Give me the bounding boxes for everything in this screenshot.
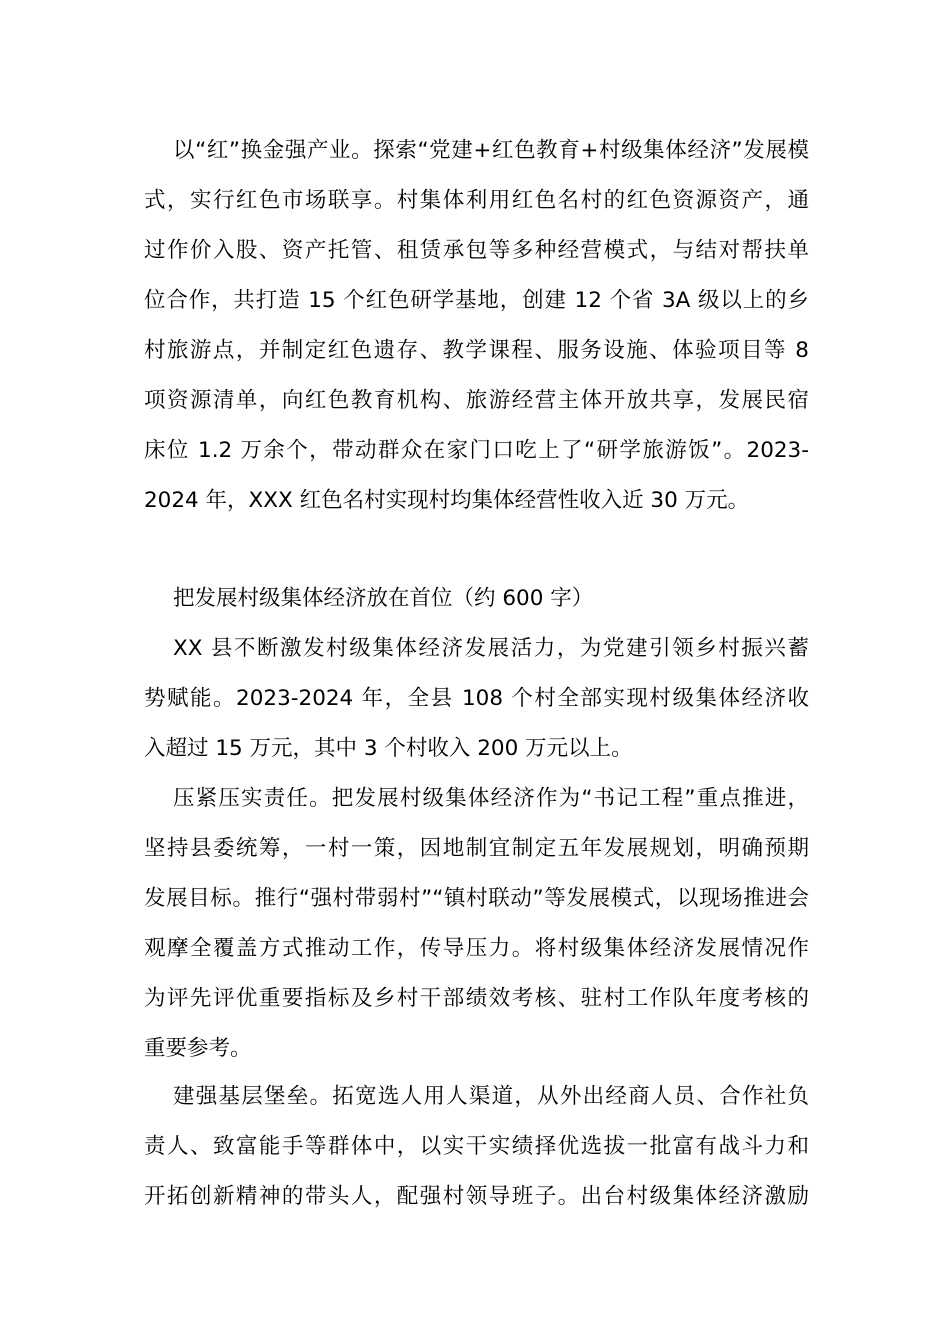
text-line: 2024 年，XXX 红色名村实现村均集体经营性收入近 30 万元。 <box>144 488 750 513</box>
text-line: 责人、致富能手等群体中，以实干实绩择优选拔一批富有战斗力和 <box>144 1134 809 1159</box>
text-line: 压紧压实责任。把发展村级集体经济作为“书记工程”重点推进， <box>173 786 809 811</box>
text-line: 床位 1.2 万余个，带动群众在家门口吃上了“研学旅游饭”。2023- <box>144 438 809 463</box>
text-line: 坚持县委统筹，一村一策，因地制宜制定五年发展规划，明确预期 <box>144 836 809 861</box>
text-line: 村旅游点，并制定红色遗存、教学课程、服务设施、体验项目等 8 <box>144 338 809 363</box>
text-line: 重要参考。 <box>144 1036 252 1061</box>
text-line: 势赋能。2023-2024 年，全县 108 个村全部实现村级集体经济收 <box>144 686 809 711</box>
text-line: XX 县不断激发村级集体经济发展活力，为党建引领乡村振兴蓄 <box>173 636 809 661</box>
text-line: 式，实行红色市场联享。村集体利用红色名村的红色资源资产，通 <box>144 188 809 213</box>
text-line: 观摩全覆盖方式推动工作，传导压力。将村级集体经济发展情况作 <box>144 936 809 961</box>
text-line: 入超过 15 万元，其中 3 个村收入 200 万元以上。 <box>144 736 633 761</box>
text-line: 过作价入股、资产托管、租赁承包等多种经营模式，与结对帮扶单 <box>144 238 809 263</box>
text-line: 开拓创新精神的带头人，配强村领导班子。出台村级集体经济激励 <box>144 1184 809 1209</box>
text-line: 建强基层堡垒。拓宽选人用人渠道，从外出经商人员、合作社负 <box>173 1084 809 1109</box>
text-line: 发展目标。推行“强村带弱村”“镇村联动”等发展模式，以现场推进会 <box>144 886 809 911</box>
text-line: 项资源清单，向红色教育机构、旅游经营主体开放共享，发展民宿 <box>144 388 809 413</box>
section-heading: 把发展村级集体经济放在首位（约 600 字） <box>173 586 594 611</box>
text-line: 以“红”换金强产业。探索“党建+红色教育+村级集体经济”发展模 <box>173 138 809 163</box>
text-line: 为评先评优重要指标及乡村干部绩效考核、驻村工作队年度考核的 <box>144 986 809 1011</box>
text-line: 位合作，共打造 15 个红色研学基地，创建 12 个省 3A 级以上的乡 <box>144 288 809 313</box>
